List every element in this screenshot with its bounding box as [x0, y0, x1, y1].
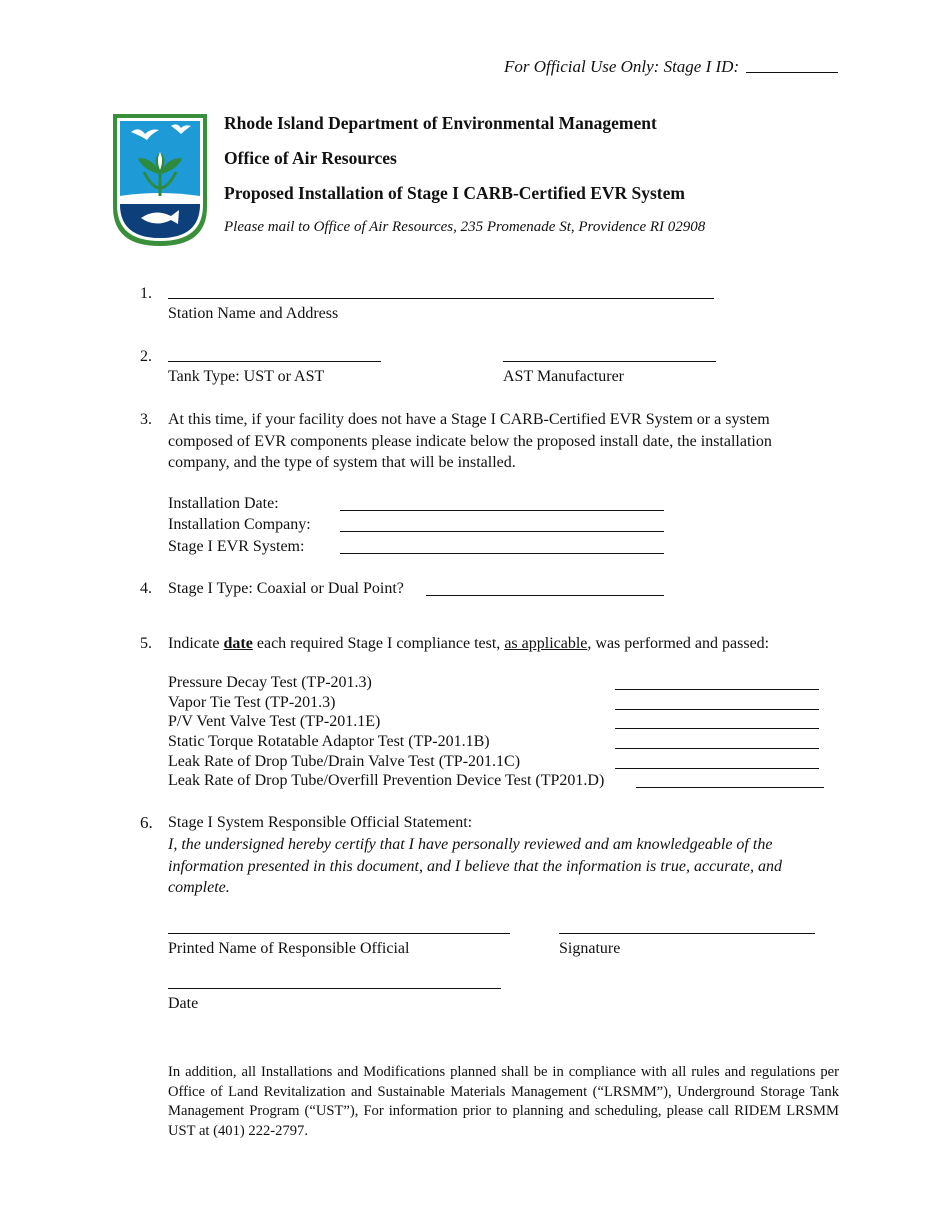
ridem-logo [111, 112, 209, 248]
tank-type-label: Tank Type: UST or AST [168, 368, 325, 385]
item-number-3: 3. [140, 411, 152, 428]
test-label-static-torque: Static Torque Rotatable Adaptor Test (TP-201.1B) [168, 733, 490, 750]
compliance-footer: In addition, all Installations and Modifications planned shall be in compliance with all rules and regulations per Office of Land Revitalization and Sustainable Materials Management (“LRSMM”), Underground Storage Tank Management Program (“UST”), For information prior to planning and scheduling, please call RIDEM LRSMM UST at (401) 222-2797. [168, 1064, 839, 1139]
test-label-pv-vent: P/V Vent Valve Test (TP-201.1E) [168, 713, 381, 730]
form-title: Proposed Installation of Stage I CARB-Certified EVR System [224, 183, 685, 203]
test-label-pressure-decay: Pressure Decay Test (TP-201.3) [168, 674, 372, 691]
installation-company-field[interactable] [340, 531, 664, 532]
official-statement-heading: Stage I System Responsible Official Statement: [168, 814, 473, 831]
agency-name: Rhode Island Department of Environmental Management [224, 113, 657, 133]
installation-company-label: Installation Company: [168, 516, 311, 533]
certification-statement: I, the undersigned hereby certify that I have personally reviewed and am knowledgeable of the information presented in this document, and I believe that the information is true, accurate, and complete. [168, 836, 782, 896]
item-number-4: 4. [140, 580, 152, 597]
date-label: Date [168, 995, 199, 1012]
station-name-field[interactable] [168, 298, 714, 299]
item-number-6: 6. [140, 813, 153, 832]
office-name: Office of Air Resources [224, 148, 397, 168]
item-number-5: 5. [140, 635, 152, 652]
ast-manufacturer-label: AST Manufacturer [503, 368, 624, 385]
test-label-vapor-tie: Vapor Tie Test (TP-201.3) [168, 694, 336, 711]
installation-date-label: Installation Date: [168, 495, 279, 512]
test-date-overfill[interactable] [636, 787, 824, 788]
ridem-logo-icon [111, 112, 209, 248]
item-number-1: 1. [140, 285, 152, 302]
printed-name-field[interactable] [168, 933, 510, 934]
test-date-drain-valve[interactable] [615, 768, 819, 769]
official-use-label: For Official Use Only: Stage I ID: [504, 57, 740, 76]
test-label-overfill: Leak Rate of Drop Tube/Overfill Prevention Device Test (TP201.D) [168, 772, 605, 789]
test-date-pressure-decay[interactable] [615, 689, 819, 690]
evr-instructions: At this time, if your facility does not have a Stage I CARB-Certified EVR System or a system composed of EVR components please indicate below the proposed install date, the installation company, and the type of system that will be installed. [168, 411, 772, 471]
date-field[interactable] [168, 988, 501, 989]
signature-field[interactable] [559, 933, 815, 934]
stage-type-label: Stage I Type: Coaxial or Dual Point? [168, 580, 404, 597]
stage-type-field[interactable] [426, 595, 664, 596]
installation-date-field[interactable] [340, 510, 664, 511]
printed-name-label: Printed Name of Responsible Official [168, 940, 410, 957]
station-name-label: Station Name and Address [168, 305, 339, 322]
evr-system-label: Stage I EVR System: [168, 538, 305, 555]
test-date-vapor-tie[interactable] [615, 709, 819, 710]
mail-instructions: Please mail to Office of Air Resources, 235 Promenade St, Providence RI 02908 [224, 219, 706, 235]
item-number-2: 2. [140, 348, 152, 365]
stage-id-field[interactable] [746, 72, 838, 73]
test-date-static-torque[interactable] [615, 748, 819, 749]
signature-label: Signature [559, 940, 621, 957]
compliance-test-instructions: Indicate date each required Stage I compliance test, as applicable, was performed and passed: [168, 635, 770, 652]
test-date-pv-vent[interactable] [615, 728, 819, 729]
date-emphasis: date [223, 635, 253, 652]
test-label-drain-valve: Leak Rate of Drop Tube/Drain Valve Test (TP-201.1C) [168, 753, 521, 770]
as-applicable-emphasis: as applicable [504, 635, 588, 652]
ast-manufacturer-field[interactable] [503, 361, 716, 362]
evr-system-field[interactable] [340, 553, 664, 554]
tank-type-field[interactable] [168, 361, 381, 362]
